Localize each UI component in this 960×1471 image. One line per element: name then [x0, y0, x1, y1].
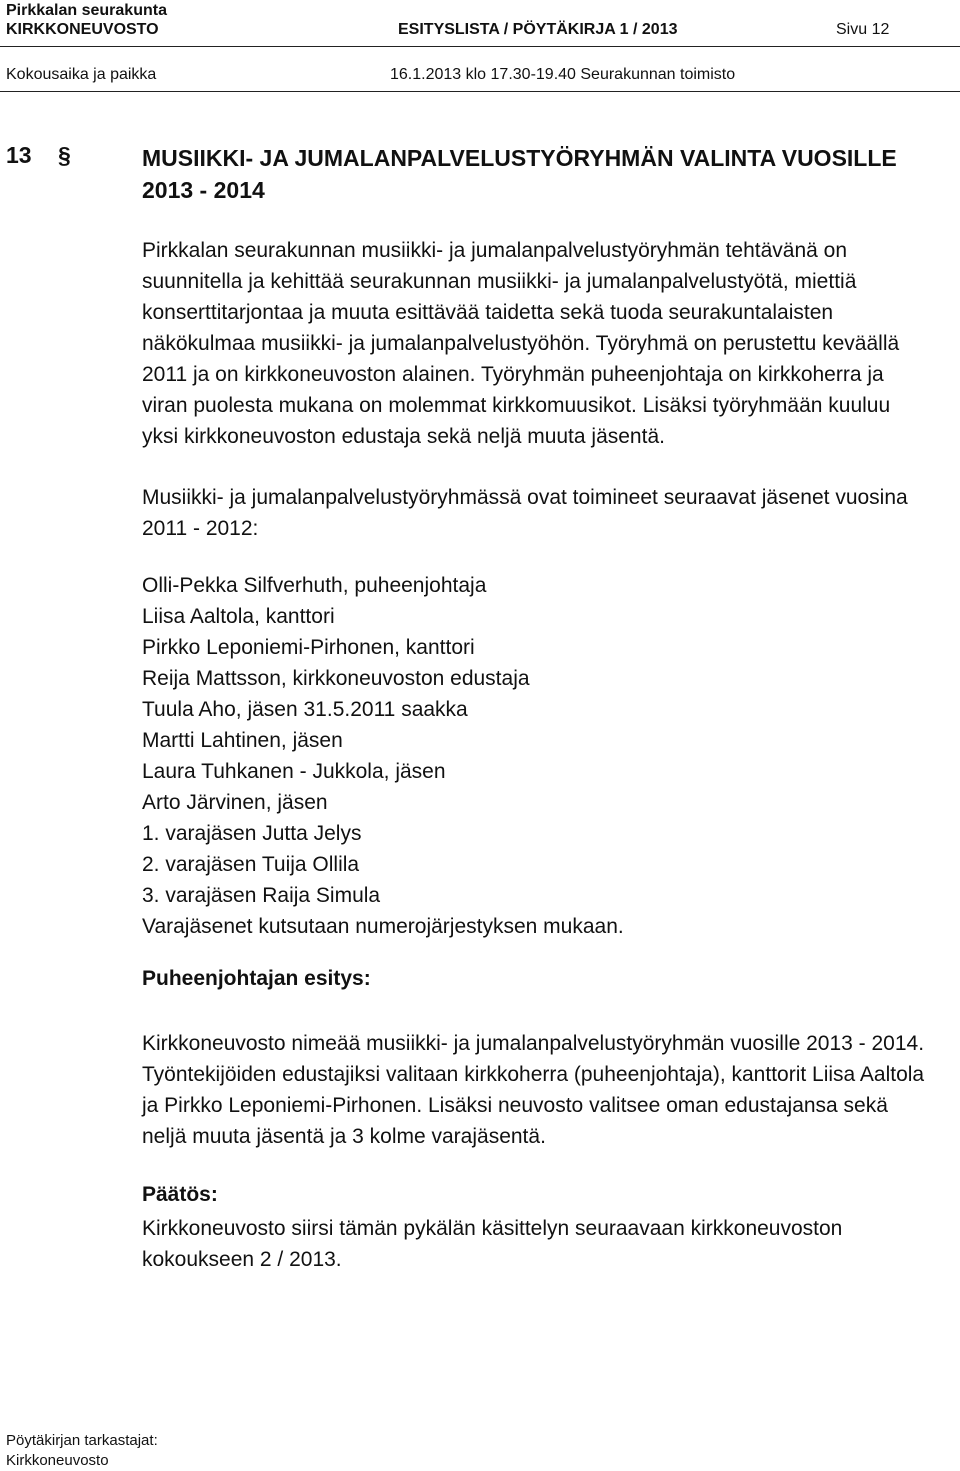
header-divider-bottom — [0, 91, 960, 92]
proposal-paragraph: Kirkkoneuvosto nimeää musiikki- ja jumalanpalvelustyöryhmän vuosille 2013 - 2014. Työntekijöiden edustajiksi valitaan kirkkoherra (puheenjohtaja), kanttorit Liisa Aaltola ja Pirkko Leponiemi-Pirhonen. Lisäksi neuvosto valitsee oman edustajansa sekä neljä muuta jäsentä ja 3 kolme varajäsentä. — [142, 1032, 925, 1148]
member-item: Arto Järvinen, jäsen — [142, 791, 328, 814]
member-item: 3. varajäsen Raija Simula — [142, 884, 381, 907]
decision-paragraph: Kirkkoneuvosto siirsi tämän pykälän käsittelyn seuraavaan kirkkoneuvoston kokoukseen 2 / 2013. — [142, 1217, 843, 1271]
member-item: Pirkko Leponiemi-Pirhonen, kanttori — [142, 636, 475, 659]
intro-paragraph: Pirkkalan seurakunnan musiikki- ja jumalanpalvelustyöryhmän tehtävänä on suunnitella ja kehittää seurakunnan musiikki- ja jumalanpalvelustyötä, miettiä konserttitarjontaa ja muuta esittävää taidetta sekä tuoda seurakuntalaisten näkökulmaa musiikki- ja jumalanpalvelustyöhön. Työryhmä on perustettu keväällä 2011 ja on kirkkoneuvoston alainen. Työryhmän puheenjohtaja on kirkkoherra ja viran puolesta mukana on molemmat kirkkomuusikot. Lisäksi työryhmään kuuluu yksi kirkkoneuvoston edustaja sekä neljä muuta jäsentä. — [142, 239, 900, 448]
member-note: Varajäsenet kutsutaan numerojärjestyksen mukaan. — [142, 915, 624, 938]
member-item: 2. varajäsen Tuija Ollila — [142, 853, 360, 876]
member-list — [142, 570, 624, 942]
organization-name: Pirkkalan seurakunta — [6, 2, 167, 19]
header-divider — [0, 46, 960, 47]
member-item: Tuula Aho, jäsen 31.5.2011 saakka — [142, 698, 468, 721]
footer-sub: Kirkkoneuvosto — [6, 1452, 109, 1469]
decision-heading: Päätös: — [142, 1183, 218, 1206]
member-item: Reija Mattsson, kirkkoneuvoston edustaja — [142, 667, 530, 690]
member-item: Laura Tuhkanen - Jukkola, jäsen — [142, 760, 446, 783]
governing-body: KIRKKONEUVOSTO — [6, 21, 159, 38]
member-item: Liisa Aaltola, kanttori — [142, 605, 335, 628]
page-number: Sivu 12 — [836, 21, 890, 38]
member-item: 1. varajäsen Jutta Jelys — [142, 822, 362, 845]
meeting-value: 16.1.2013 klo 17.30-19.40 Seurakunnan toimisto — [390, 66, 736, 83]
section-number: 13 — [6, 142, 32, 168]
meeting-label: Kokousaika ja paikka — [6, 66, 157, 83]
member-item: Olli-Pekka Silfverhuth, puheenjohtaja — [142, 574, 487, 597]
section-symbol: § — [58, 142, 71, 168]
page-footer — [6, 1431, 158, 1471]
page-header — [0, 0, 960, 94]
footer-label: Pöytäkirjan tarkastajat: — [6, 1432, 158, 1449]
section-title: MUSIIKKI- JA JUMALANPALVELUSTYÖRYHMÄN VALINTA VUOSILLE 2013 - 2014 — [142, 145, 897, 203]
proposal-heading: Puheenjohtajan esitys: — [142, 967, 371, 990]
members-intro-paragraph: Musiikki- ja jumalanpalvelustyöryhmässä ovat toimineet seuraavat jäsenet vuosina 2011 - 2012: — [142, 486, 908, 540]
member-item: Martti Lahtinen, jäsen — [142, 729, 343, 752]
document-title: ESITYSLISTA / PÖYTÄKIRJA 1 / 2013 — [398, 21, 678, 38]
